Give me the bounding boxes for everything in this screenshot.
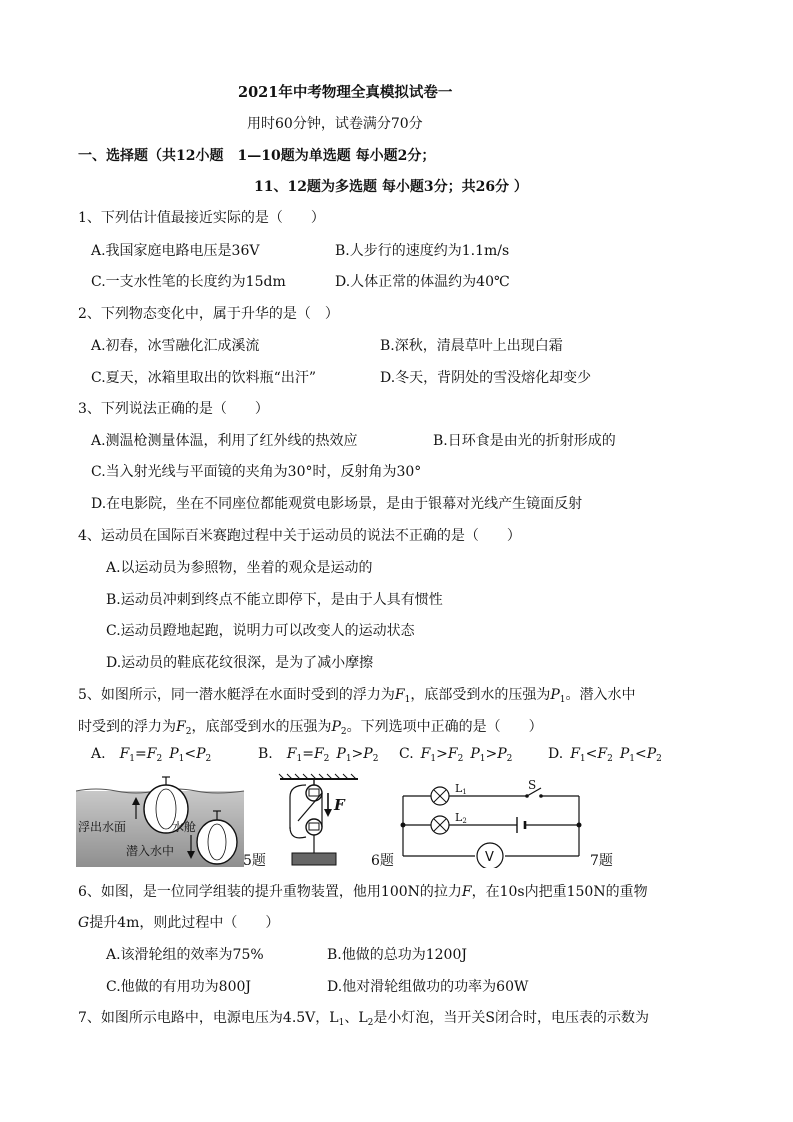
force-label: F [334, 796, 345, 814]
fig5-caption: 5题 [243, 853, 266, 869]
q6-option-d: D.他对滑轮组做功的功率为60W [327, 979, 529, 995]
voltmeter-label: V [485, 850, 494, 865]
q1-option-c: C.一支水性笔的长度约为15dm [91, 274, 286, 290]
page-subtitle: 用时60分钟，试卷满分70分 [247, 116, 423, 132]
q3-option-d: D.在电影院，坐在不同座位都能观赏电影场景，是由于银幕对光线产生镜面反射 [91, 496, 583, 512]
q7-stem: 7、如图所示电路中，电源电压为4.5V，$L_1$、$L_2$是小灯泡，当开关S闭合时，电压表的示数为 [78, 1010, 649, 1028]
q5-option-b: B. $F_1=F_2$ $P_1>P_2$ [258, 746, 379, 764]
q5-stem-line1: 5、如图所示，同一潜水艇浮在水面时受到的浮力为$F_1$，底部受到水的压强为$P_1$。潜入水中 [78, 687, 636, 705]
switch-label: S [528, 778, 537, 792]
q4-stem: 4、运动员在国际百米赛跑过程中关于运动员的说法不正确的是（ ） [78, 528, 521, 544]
q1-option-a: A.我国家庭电路电压是36V [91, 243, 260, 259]
q5-option-c: C. $F_1>F_2$ $P_1>P_2$ [399, 746, 513, 764]
q1-option-d: D.人体正常的体温约为40℃ [335, 274, 510, 290]
q2-option-d: D.冬天，背阴处的雪没熔化却变少 [380, 370, 592, 386]
fig5-submerge-label: 潜入水中 [126, 844, 175, 858]
q4-option-b: B.运动员冲刺到终点不能立即停下，是由于人具有惯性 [106, 592, 443, 608]
q1-option-b: B.人步行的速度约为1.1m/s [335, 243, 510, 259]
figure-6-pulley [268, 773, 368, 868]
weight-block [292, 853, 336, 865]
q3-option-a: A.测温枪测量体温，利用了红外线的热效应 [91, 433, 358, 449]
fig6-caption: 6题 [371, 853, 394, 869]
section-heading-line1: 一、选择题（共12小题 1—10题为单选题 每小题2分； [78, 148, 436, 164]
q4-option-c: C.运动员蹬地起跑，说明力可以改变人的运动状态 [106, 623, 415, 639]
figure-7-circuit [395, 778, 590, 868]
q3-option-b: B.日环食是由光的折射形成的 [433, 433, 616, 449]
q6-option-c: C.他做的有用功为800J [106, 979, 251, 995]
q4-option-d: D.运动员的鞋底花纹很深，是为了减小摩擦 [106, 655, 374, 671]
q3-option-c: C.当入射光线与平面镜的夹角为30°时，反射角为30° [91, 464, 422, 480]
q6-stem-line2: G提升4m，则此过程中（ ） [78, 915, 280, 931]
q2-option-a: A.初春，冰雪融化汇成溪流 [91, 338, 260, 354]
lamp-L1-label: L1 [455, 782, 467, 796]
q2-stem: 2、下列物态变化中，属于升华的是（ ） [78, 306, 339, 322]
lamp-L2-label: L2 [455, 811, 467, 825]
q5-option-d: D. $F_1<F_2$ $P_1<P_2$ [548, 746, 662, 764]
q5-stem-line2: 时受到的浮力为$F_2$，底部受到水的压强为$P_2$。下列选项中正确的是（ ） [78, 719, 543, 737]
q6-option-a: A.该滑轮组的效率为75% [106, 947, 264, 963]
q2-option-c: C.夏天，冰箱里取出的饮料瓶“出汗” [91, 370, 316, 386]
q2-option-b: B.深秋，清晨草叶上出现白霜 [380, 338, 563, 354]
fig5-cabin-label: 水舱 [172, 820, 197, 834]
page-title: 2021年中考物理全真模拟试卷一 [238, 84, 453, 101]
q6-stem-line1: 6、如图，是一位同学组装的提升重物装置，他用100N的拉力F，在10s内把重150N的重物 [78, 884, 648, 900]
fig5-surface-label: 浮出水面 [78, 820, 127, 834]
section-heading-line2: 11、12题为多选题 每小题3分；共26分 ） [254, 179, 528, 195]
q1-stem: 1、下列估计值最接近实际的是（ ） [78, 210, 325, 226]
fig7-caption: 7题 [590, 853, 613, 869]
q3-stem: 3、下列说法正确的是（ ） [78, 401, 269, 417]
q6-option-b: B.他做的总功为1200J [327, 947, 467, 963]
q5-option-a: A. $F_1=F_2$ $P_1<P_2$ [91, 746, 212, 764]
q4-option-a: A.以运动员为参照物，坐着的观众是运动的 [106, 560, 373, 576]
submarine-submerged [197, 820, 237, 864]
